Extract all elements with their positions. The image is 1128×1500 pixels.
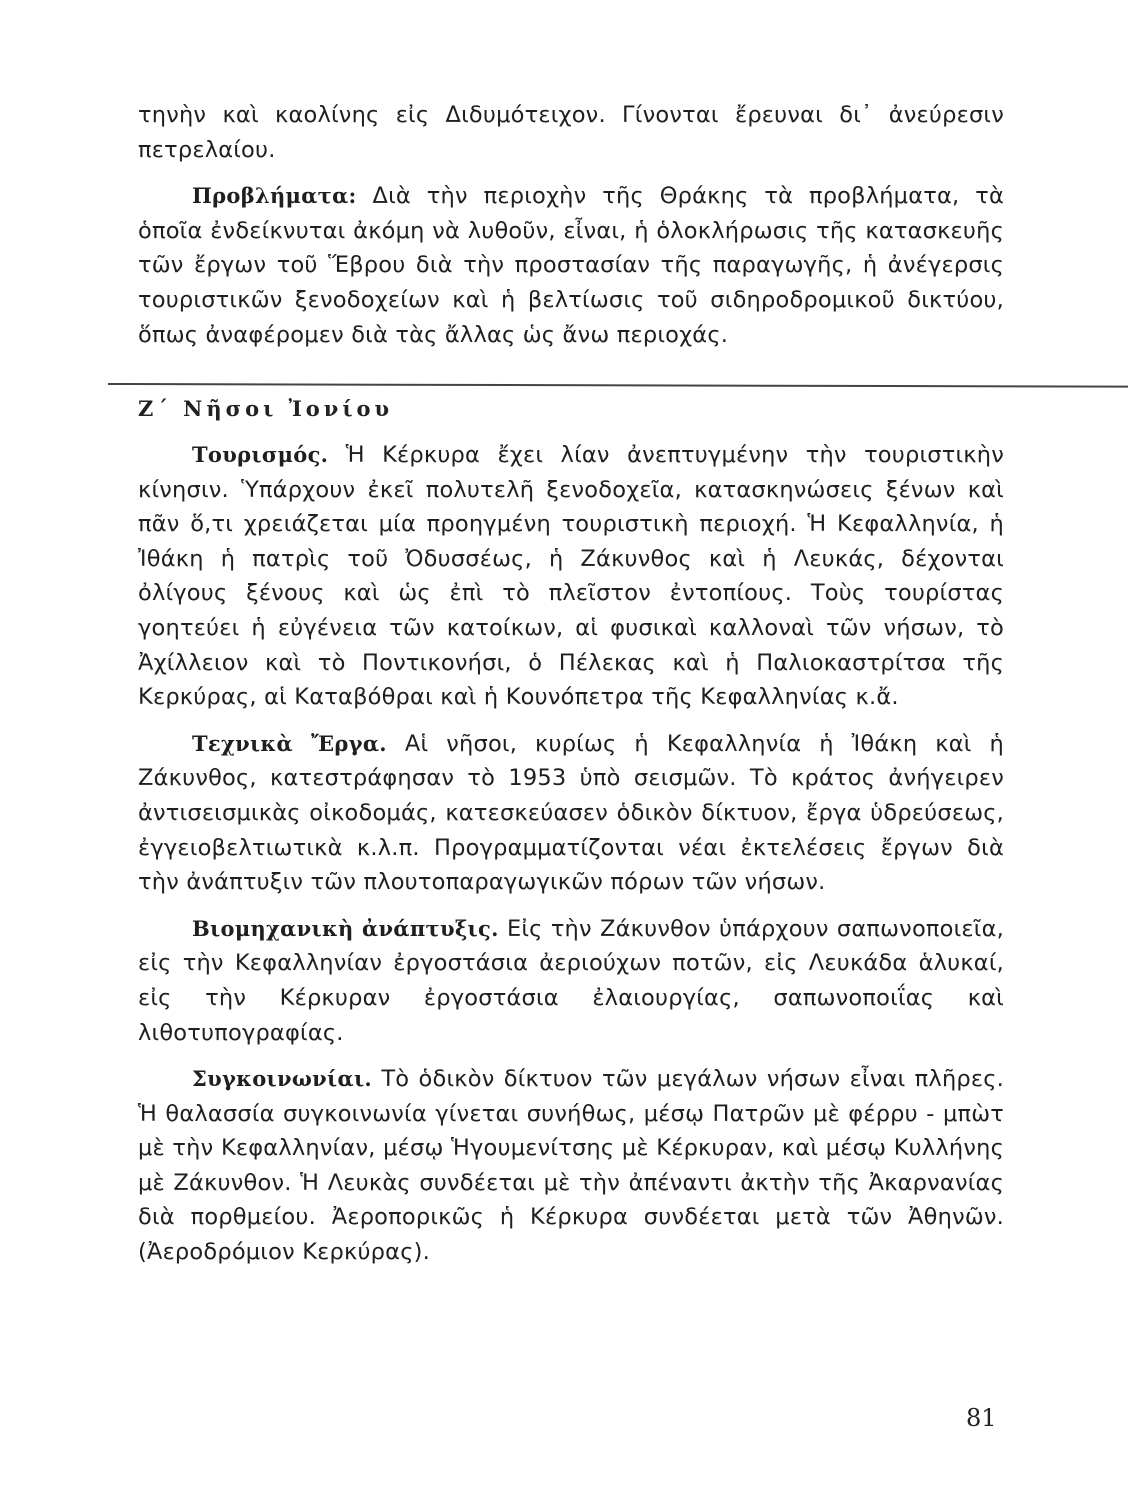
problems-text: Διὰ τὴν περιοχὴν τῆς Θράκης τὰ προβλήματα, τὰ ὁποῖα ἐνδείκνυται ἀκόμη νὰ λυθοῦν, εἶναι, ἡ ὁλοκλήρωσις τῆς κατασκευῆς τῶν ἔργων τοῦ Ἕβρου διὰ τὴν προστασίαν τῆς παραγωγῆς, ἡ ἀνέγερσις τουριστικῶν ξενοδοχείων καὶ ἡ βελτίωσις τοῦ σιδηροδρομικοῦ δικτύου, ὅπως ἀναφέρομεν διὰ τὰς ἄλλας ὡς ἄνω περιοχάς. bbox=[138, 183, 1004, 348]
tourism-paragraph bbox=[138, 438, 1004, 715]
problems-paragraph bbox=[138, 179, 1004, 352]
technical-works-heading: Τεχνικὰ Ἔργα. bbox=[192, 730, 387, 756]
technical-works-text: Αἱ νῆσοι, κυρίως ἡ Κεφαλληνία ἡ Ἰθάκη καὶ ἡ Ζάκυνθος, κατεστράφησαν τὸ 1953 ὑπὸ σεισμῶν. Τὸ κράτος ἀνήγειρεν ἀντισεισμικὰς οἰκοδομάς, κατεσκεύασεν ὁδικὸν δίκτυον, ἔργα ὑδρεύσεως, ἐγγειοβελτιωτικὰ κ.λ.π. Προγραμματίζονται νέαι ἐκτελέσεις ἔργων διὰ τὴν ἀνάπτυξιν τῶν πλουτοπαραγωγικῶν πόρων τῶν νήσων. bbox=[138, 730, 1005, 896]
lower-text-block bbox=[138, 438, 1004, 1270]
continued-paragraph-text: τηνὴν καὶ καολίνης εἰς Διδυμότειχον. Γίνονται ἔρευναι δι᾽ ἀνεύρεσιν πετρελαίου. bbox=[138, 102, 1004, 163]
upper-text-block bbox=[138, 98, 1004, 352]
industrial-development-text: Εἰς τὴν Ζάκυνθον ὑπάρχουν σαπωνοποιεῖα, εἰς τὴν Κεφαλληνίαν ἐργοστάσια ἀεριούχων ποτῶν, εἰς Λευκάδα ἁλυκαί, εἰς τὴν Κέρκυραν ἐργοστάσια ἐλαιουργίας, σαπωνοποιΐας καὶ λιθοτυπογραφίας. bbox=[138, 915, 1004, 1046]
page-number: 81 bbox=[966, 1404, 997, 1432]
industrial-development-paragraph bbox=[138, 912, 1004, 1050]
communications-text: Τὸ ὁδικὸν δίκτυον τῶν μεγάλων νήσων εἶναι πλῆρες. Ἡ θαλασσία συγκοινωνία γίνεται συνήθως, μέσῳ Πατρῶν μὲ φέρρυ - μπὼτ μὲ τὴν Κεφαλληνίαν, μέσῳ Ἡγουμενίτσης μὲ Κέρκυραν, καὶ μέσῳ Κυλλήνης μὲ Ζάκυνθον. Ἡ Λευκὰς συνδέεται μὲ τὴν ἀπέναντι ἀκτὴν τῆς Ἀκαρνανίας διὰ πορθμείου. Ἀεροπορικῶς ἡ Κέρκυρα συνδέεται μετὰ τῶν Ἀθηνῶν. (Ἀεροδρόμιον Κερκύρας). bbox=[138, 1066, 1005, 1266]
section-divider-line bbox=[108, 383, 1128, 388]
problems-heading: Προβλήματα: bbox=[192, 183, 357, 209]
continued-paragraph bbox=[138, 98, 1004, 167]
section-title: Ζ΄ Νῆσοι Ἰονίου bbox=[138, 396, 394, 421]
tourism-heading: Τουρισμός. bbox=[192, 442, 329, 467]
industrial-development-heading: Βιομηχανικὴ ἀνάπτυξις. bbox=[192, 915, 499, 941]
technical-works-paragraph bbox=[138, 727, 1004, 900]
communications-paragraph bbox=[138, 1062, 1004, 1270]
tourism-text: Ἡ Κέρκυρα ἔχει λίαν ἀνεπτυγμένην τὴν τουριστικὴν κίνησιν. Ὑπάρχουν ἐκεῖ πολυτελῆ ξενοδοχεῖα, κατασκηνώσεις ξένων καὶ πᾶν ὅ,τι χρειάζεται μία προηγμένη τουριστικὴ περιοχή. Ἡ Κεφαλληνία, ἡ Ἰθάκη ἡ πατρὶς τοῦ Ὀδυσσέως, ἡ Ζάκυνθος καὶ ἡ Λευκάς, δέχονται ὀλίγους ξένους καὶ ὡς ἐπὶ τὸ πλεῖστον ἐντοπίους. Τοὺς τουρίστας γοητεύει ἡ εὐγένεια τῶν κατοίκων, αἱ φυσικαὶ καλλοναὶ τῶν νήσων, τὸ Ἀχίλλειον καὶ τὸ Ποντικονήσι, ὁ Πέλεκας καὶ ἡ Παλιοκαστρίτσα τῆς Κερκύρας, αἱ Καταβόθραι καὶ ἡ Κουνόπετρα τῆς Κεφαλληνίας κ.ἄ. bbox=[138, 442, 1004, 711]
communications-heading: Συγκοινωνίαι. bbox=[192, 1066, 373, 1092]
